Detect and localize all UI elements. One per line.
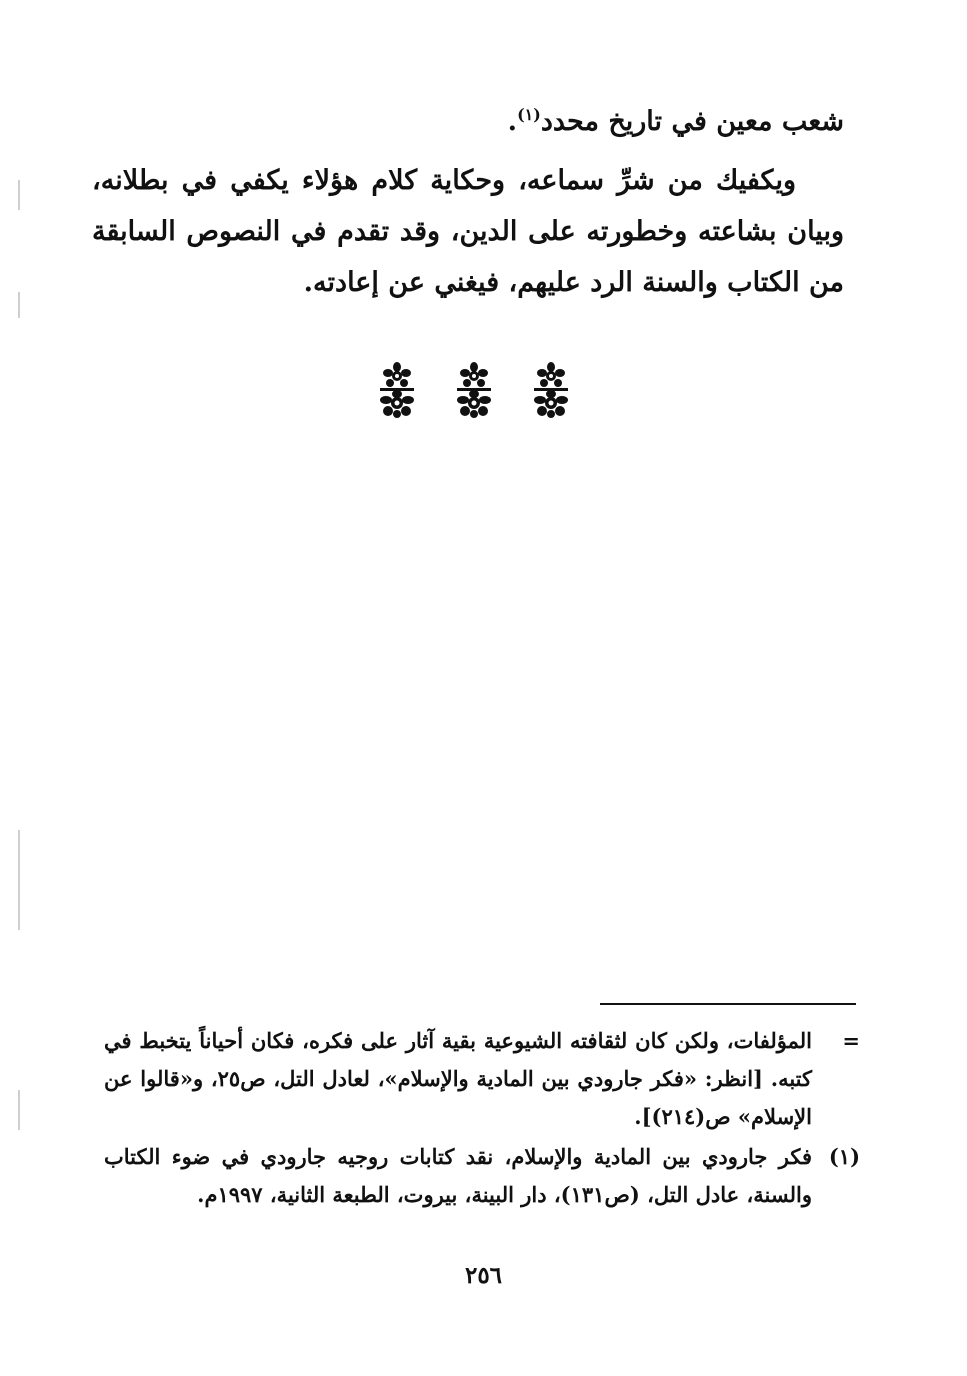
- paragraph-1-trailing: .: [507, 106, 518, 137]
- footnote-divider: [600, 1003, 856, 1005]
- paragraph-1-text: شعب معين في تاريخ محدد: [540, 106, 844, 137]
- footnote-marker: (١): [828, 1144, 860, 1169]
- flower-ornament-icon: [451, 362, 497, 418]
- footnote-text: فكر جارودي بين المادية والإسلام، نقد كتابات روجيه جارودي في ضوء الكتاب والسنة، عادل التل، (ص١٣١)، دار البينة، بيروت، الطبعة الثانية، ١٩٩٧م.: [104, 1144, 812, 1207]
- footnote-text: المؤلفات، ولكن كان لثقافته الشيوعية بقية آثار على فكره، فكان أحياناً يتخبط في كتبه. [انظر: «فكر جارودي بين المادية والإسلام»، لعادل التل، ص٢٥، و«قالوا عن الإسلام» ص(٢١٤)].: [104, 1028, 812, 1129]
- flower-ornament-icon: [528, 362, 574, 418]
- scan-artifact: [18, 292, 20, 318]
- main-text: [92, 96, 844, 316]
- paragraph-2: [92, 155, 844, 308]
- footnote-1: [104, 1138, 860, 1214]
- page-number: ٢٥٦: [464, 1262, 503, 1289]
- paragraph-1: [92, 96, 844, 147]
- section-separator: [374, 362, 574, 422]
- paragraph-2-text: ويكفيك من شرِّ سماعه، وحكاية كلام هؤلاء يكفي في بطلانه، وبيان بشاعته وخطورته على الدين، وقد تقدم في النصوص السابقة من الكتاب والسنة الرد عليهم، فيغني عن إعادته.: [92, 165, 844, 298]
- footnote-marker: =: [842, 1028, 860, 1053]
- footnote-reference[interactable]: (١): [517, 105, 541, 124]
- footnote-continuation: [104, 1022, 860, 1136]
- scan-artifact: [18, 830, 20, 930]
- flower-ornament-icon: [374, 362, 420, 418]
- footnotes: [104, 1022, 860, 1216]
- scan-artifact: [18, 180, 20, 210]
- scan-artifact: [18, 1090, 20, 1130]
